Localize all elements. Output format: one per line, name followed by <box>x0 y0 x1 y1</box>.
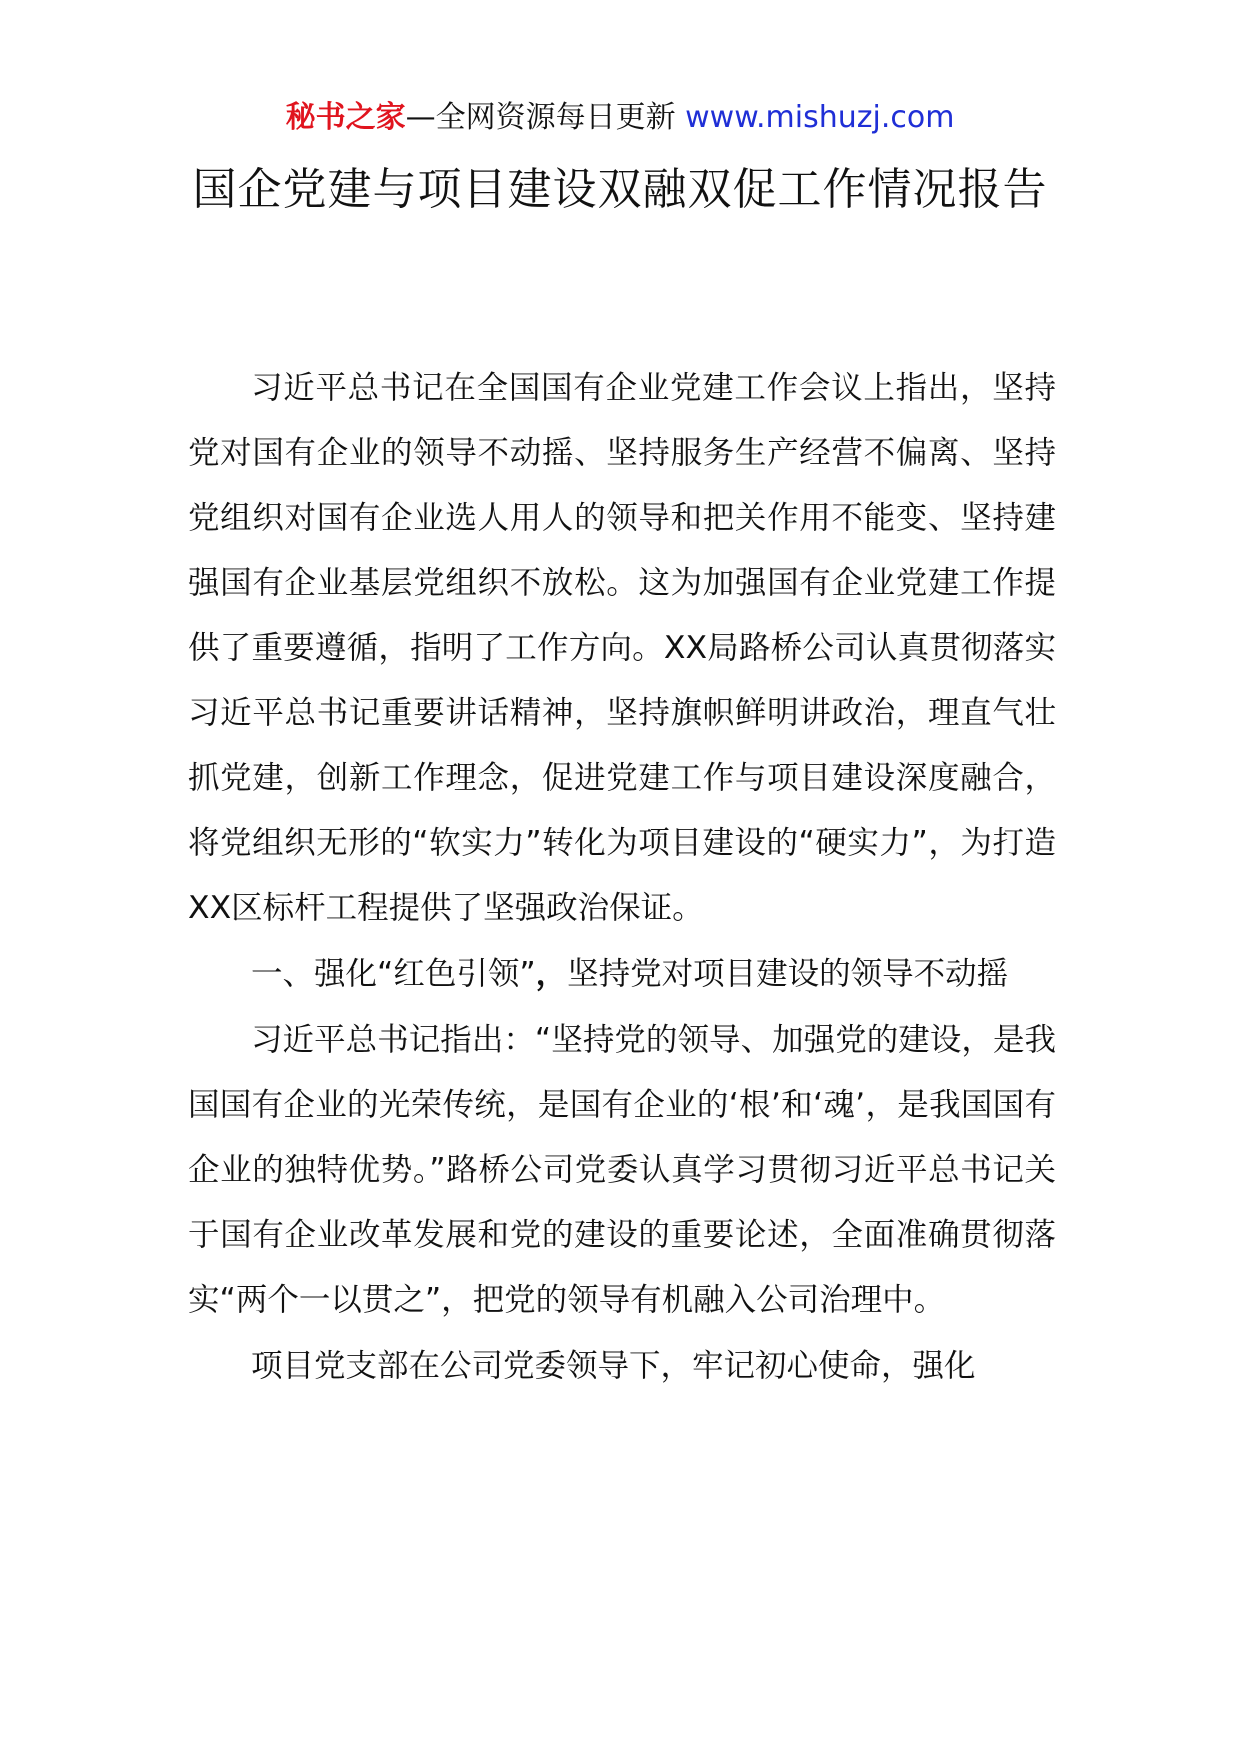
section-heading-prefix: 一、强化“红色引领” <box>251 956 536 992</box>
document-body <box>188 356 1056 1400</box>
paragraph-branch: 项目党支部在公司党委领导下，牢记初心使命，强化 <box>251 1348 976 1384</box>
brand-name: 秘书之家 <box>285 100 406 135</box>
document-title: 国企党建与项目建设双融双促工作情况报告 <box>192 164 1048 215</box>
header-tagline: —全网资源每日更新 <box>405 100 686 135</box>
watermark-header <box>0 98 1240 138</box>
paragraph-intro: 习近平总书记在全国国有企业党建工作会议上指出，坚持党对国有企业的领导不动摇、坚持服务生产经营不偏离、坚持党组织对国有企业选人用人的领导和把关作用不能变、坚持建强国有企业基层党组织不放松。这为加强国有企业党建工作提供了重要遵循，指明了工作方向。XX局路桥公司认真贯彻落实习近平总书记重要讲话精神，坚持旗帜鲜明讲政治，理直气壮抓党建，创新工作理念，促进党建工作与项目建设深度融合，将党组织无形的“软实力”转化为项目建设的“硬实力”，为打造XX区标杆工程提供了坚强政治保证。 <box>188 370 1056 926</box>
section-heading-suffix: 坚持党对项目建设的领导不动摇 <box>567 956 1009 992</box>
section-heading-comma: ， <box>535 956 568 992</box>
header-url[interactable]: www.mishuzj.com <box>685 100 955 135</box>
paragraph-quote: 习近平总书记指出：“坚持党的领导、加强党的建设，是我国国有企业的光荣传统，是国有企业的‘根’和‘魂’，是我国国有企业的独特优势。”路桥公司党委认真学习贯彻习近平总书记关于国有企业改革发展和党的建设的重要论述，全面准确贯彻落实“两个一以贯之”，把党的领导有机融入公司治理中。 <box>188 1022 1056 1318</box>
section-heading-1 <box>188 942 1056 1007</box>
